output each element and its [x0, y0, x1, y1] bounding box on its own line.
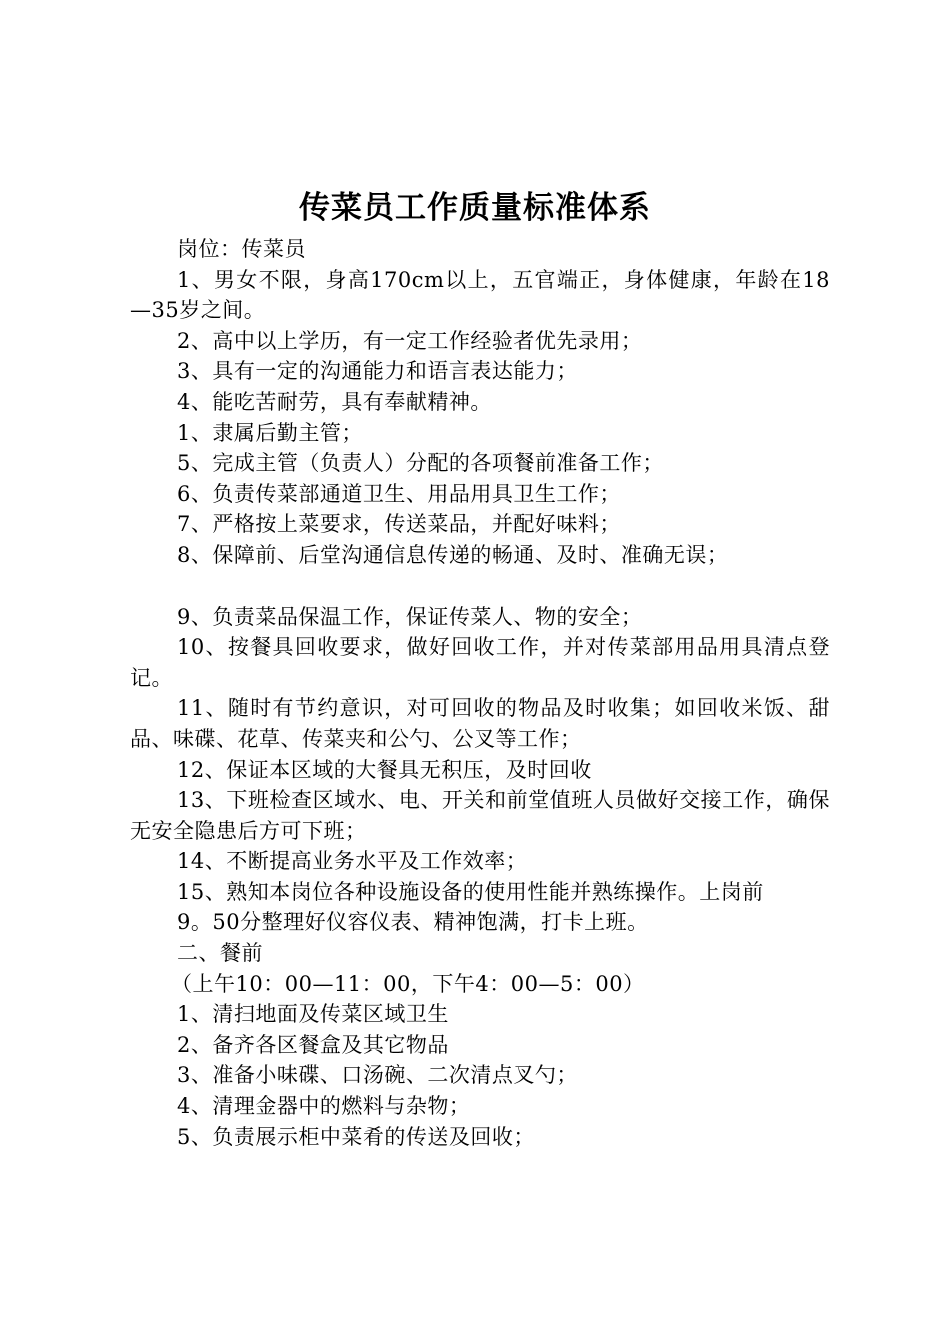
paragraph-position: 岗位：传菜员 — [177, 237, 306, 261]
paragraph-pre-meal-hours: （上午10：00—11：00，下午4：00—5：00） — [171, 971, 645, 996]
paragraph-duty-1: 1、隶属后勤主管； — [177, 420, 363, 445]
paragraph-arrival-time: 9。50分整理好仪容仪表、精神饱满，打卡上班。 — [177, 910, 649, 935]
paragraph-requirement-3: 3、具有一定的沟通能力和语言表达能力； — [177, 359, 578, 384]
document-body — [130, 234, 830, 1152]
paragraph-pre-meal-2: 2、备齐各区餐盒及其它物品 — [177, 1032, 449, 1057]
paragraph-duty-14: 14、不断提高业务水平及工作效率； — [177, 849, 528, 874]
paragraph-pre-meal-4: 4、清理金器中的燃料与杂物； — [177, 1094, 471, 1119]
paragraph-pre-meal-3: 3、准备小味碟、口汤碗、二次清点叉勺； — [177, 1063, 578, 1088]
paragraph-requirement-4: 4、能吃苦耐劳，具有奉献精神。 — [177, 389, 492, 414]
paragraph-duty-10: 10、按餐具回收要求，做好回收工作，并对传菜部用品用具清点登记。 — [130, 635, 830, 690]
paragraph-pre-meal-1: 1、清扫地面及传菜区域卫生 — [177, 1002, 449, 1027]
paragraph-duty-9: 9、负责菜品保温工作，保证传菜人、物的安全； — [177, 604, 643, 629]
paragraph-duty-5: 5、完成主管（负责人）分配的各项餐前准备工作； — [177, 451, 664, 476]
paragraph-requirement-2: 2、高中以上学历，有一定工作经验者优先录用； — [177, 328, 643, 353]
paragraph-duty-11: 11、随时有节约意识，对可回收的物品及时收集；如回收米饭、甜品、味碟、花草、传菜夹和公勺、公叉等工作； — [130, 696, 830, 751]
paragraph-pre-meal-5: 5、负责展示柜中菜肴的传送及回收； — [177, 1124, 535, 1149]
paragraph-duty-12: 12、保证本区域的大餐具无积压，及时回收 — [177, 757, 592, 782]
paragraph-section-pre-meal: 二、餐前 — [177, 941, 263, 966]
paragraph-duty-15: 15、熟知本岗位各种设施设备的使用性能并熟练操作。上岗前 — [177, 879, 764, 904]
paragraph-duty-8: 8、保障前、后堂沟通信息传递的畅通、及时、准确无误； — [177, 542, 729, 567]
paragraph-requirement-1: 1、男女不限，身高170cm以上，五官端正，身体健康，年龄在18—35岁之间。 — [130, 267, 830, 323]
paragraph-duty-7: 7、严格按上菜要求，传送菜品，并配好味料； — [177, 512, 621, 537]
document-title: 传菜员工作质量标准体系 — [299, 190, 651, 226]
paragraph-duty-6: 6、负责传菜部通道卫生、用品用具卫生工作； — [177, 481, 621, 506]
paragraph-duty-13: 13、下班检查区域水、电、开关和前堂值班人员做好交接工作，确保无安全隐患后方可下班； — [130, 788, 830, 843]
